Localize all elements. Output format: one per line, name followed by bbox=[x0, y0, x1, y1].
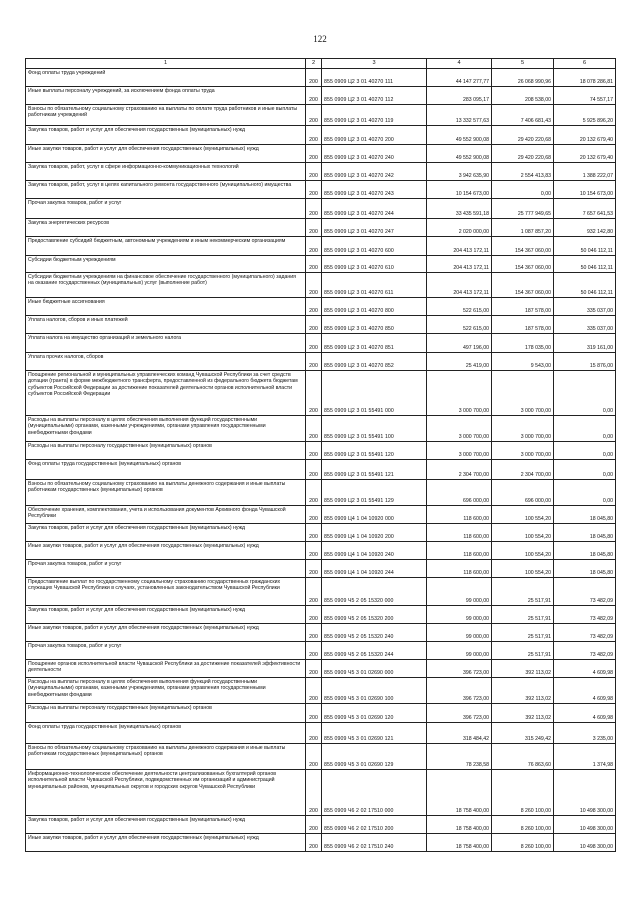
cell-executed: 26 068 990,96 bbox=[492, 69, 554, 87]
cell-name: Фонд оплаты труда учреждений bbox=[26, 69, 306, 87]
cell-code: 855 0909 Ц4 1 04 10920 000 bbox=[322, 506, 427, 524]
cell-executed: 2 554 413,83 bbox=[492, 163, 554, 181]
cell-approved: 118 600,00 bbox=[427, 542, 492, 560]
cell-executed: 100 554,20 bbox=[492, 560, 554, 578]
page-number: 122 bbox=[313, 34, 327, 44]
cell-approved: 33 435 591,18 bbox=[427, 199, 492, 219]
cell-approved: 118 600,00 bbox=[427, 506, 492, 524]
cell-executed: 178 035,00 bbox=[492, 334, 554, 353]
cell-name: Закупка товаров, работ и услуг для обеспечения государственных (муниципальных) нужд bbox=[26, 606, 306, 624]
table-row bbox=[26, 744, 616, 770]
cell-unexecuted: 73 482,09 bbox=[554, 606, 616, 624]
cell-code: 855 0909 Ц2 3 01 40270 112 bbox=[322, 87, 427, 105]
budget-table bbox=[25, 58, 616, 852]
cell-line: 200 bbox=[306, 87, 322, 105]
cell-line: 200 bbox=[306, 578, 322, 606]
cell-name: Расходы на выплаты персоналу в целях обеспечения выполнения функций государственными (муниципальными) органами, казенными учреждениями, органами управления государственными внебюджетными фондами bbox=[26, 678, 306, 704]
cell-code: 855 0909 Ч5 3 01 02690 000 bbox=[322, 660, 427, 678]
cell-unexecuted: 0,00 bbox=[554, 480, 616, 506]
cell-line: 200 bbox=[306, 316, 322, 334]
cell-code: 855 0909 Ц4 1 04 10920 240 bbox=[322, 542, 427, 560]
cell-line: 200 bbox=[306, 442, 322, 460]
cell-executed: 8 260 100,00 bbox=[492, 816, 554, 834]
cell-code: 855 0909 Ч5 2 05 15320 200 bbox=[322, 606, 427, 624]
cell-approved: 44 147 277,77 bbox=[427, 69, 492, 87]
cell-line: 200 bbox=[306, 480, 322, 506]
cell-code: 855 0909 Ч5 3 01 02690 100 bbox=[322, 678, 427, 704]
table-row bbox=[26, 181, 616, 199]
cell-code: 855 0909 Ц2 3 01 40270 600 bbox=[322, 237, 427, 256]
cell-approved: 99 000,00 bbox=[427, 624, 492, 642]
cell-approved: 99 000,00 bbox=[427, 578, 492, 606]
cell-code: 855 0909 Ц2 3 01 40270 242 bbox=[322, 163, 427, 181]
table-row bbox=[26, 199, 616, 219]
cell-unexecuted: 1 374,98 bbox=[554, 744, 616, 770]
table-row bbox=[26, 578, 616, 606]
cell-executed: 392 113,02 bbox=[492, 704, 554, 723]
cell-name: Иные закупки товаров, работ и услуг для обеспечения государственных (муниципальных) нужд bbox=[26, 834, 306, 852]
cell-executed: 100 554,20 bbox=[492, 524, 554, 542]
cell-unexecuted: 10 498 300,00 bbox=[554, 816, 616, 834]
cell-unexecuted: 15 876,00 bbox=[554, 353, 616, 371]
cell-unexecuted: 0,00 bbox=[554, 460, 616, 480]
cell-line: 200 bbox=[306, 660, 322, 678]
table-row bbox=[26, 256, 616, 273]
table-row bbox=[26, 542, 616, 560]
cell-unexecuted: 4 609,98 bbox=[554, 678, 616, 704]
table-row bbox=[26, 353, 616, 371]
cell-unexecuted: 50 046 112,11 bbox=[554, 237, 616, 256]
cell-line: 200 bbox=[306, 163, 322, 181]
cell-name: Поощрение органов исполнительной власти Чувашской Республики за достижение показателей эффективности деятельности bbox=[26, 660, 306, 678]
cell-line: 200 bbox=[306, 334, 322, 353]
cell-name: Закупка товаров, работ и услуг для обеспечения государственных (муниципальных) нужд bbox=[26, 816, 306, 834]
cell-approved: 396 723,00 bbox=[427, 704, 492, 723]
cell-executed: 3 000 700,00 bbox=[492, 442, 554, 460]
cell-executed: 187 578,00 bbox=[492, 298, 554, 316]
cell-unexecuted: 18 078 286,81 bbox=[554, 69, 616, 87]
cell-line: 200 bbox=[306, 460, 322, 480]
cell-unexecuted: 74 557,17 bbox=[554, 87, 616, 105]
cell-executed: 25 517,91 bbox=[492, 606, 554, 624]
cell-code: 855 0909 Ч5 2 05 15320 240 bbox=[322, 624, 427, 642]
cell-line: 200 bbox=[306, 416, 322, 442]
cell-executed: 100 554,20 bbox=[492, 542, 554, 560]
cell-code: 855 0909 Ц4 1 04 10920 244 bbox=[322, 560, 427, 578]
cell-name: Иные закупки товаров, работ и услуг для обеспечения государственных (муниципальных) нужд bbox=[26, 624, 306, 642]
cell-name: Субсидии бюджетным учреждениям на финансовое обеспечение государственного (муниципального) задания на оказание государственных (муниципальных) услуг (выполнение работ) bbox=[26, 273, 306, 298]
cell-code: 855 0909 Ц2 3 01 40270 244 bbox=[322, 199, 427, 219]
header-row bbox=[26, 59, 616, 69]
header-col-5: 5 bbox=[492, 59, 554, 69]
table-row bbox=[26, 416, 616, 442]
cell-line: 200 bbox=[306, 298, 322, 316]
cell-line: 200 bbox=[306, 744, 322, 770]
cell-executed: 3 000 700,00 bbox=[492, 416, 554, 442]
cell-name: Иные закупки товаров, работ и услуг для обеспечения государственных (муниципальных) нужд bbox=[26, 145, 306, 163]
cell-executed: 0,00 bbox=[492, 181, 554, 199]
table-row bbox=[26, 298, 616, 316]
cell-name: Предоставление выплат по государственному социальному страхованию государственных гражданских служащих Чувашской Республики в случаях, установленных законодательством Чувашской Республики bbox=[26, 578, 306, 606]
cell-line: 200 bbox=[306, 219, 322, 237]
table-row bbox=[26, 704, 616, 723]
cell-code: 855 0909 Ц2 3 01 40270 611 bbox=[322, 273, 427, 298]
cell-code: 855 0909 Ц2 3 01 40270 243 bbox=[322, 181, 427, 199]
cell-unexecuted: 335 037,00 bbox=[554, 316, 616, 334]
cell-executed: 8 260 100,00 bbox=[492, 834, 554, 852]
cell-executed: 7 406 681,43 bbox=[492, 105, 554, 126]
cell-approved: 10 154 673,00 bbox=[427, 181, 492, 199]
cell-unexecuted: 335 037,00 bbox=[554, 298, 616, 316]
cell-line: 200 bbox=[306, 273, 322, 298]
cell-unexecuted: 0,00 bbox=[554, 416, 616, 442]
cell-line: 200 bbox=[306, 237, 322, 256]
cell-line: 200 bbox=[306, 723, 322, 744]
cell-approved: 522 615,00 bbox=[427, 298, 492, 316]
cell-approved: 204 413 172,11 bbox=[427, 256, 492, 273]
cell-name: Уплата прочих налогов, сборов bbox=[26, 353, 306, 371]
cell-executed: 154 367 060,00 bbox=[492, 256, 554, 273]
cell-unexecuted: 50 046 112,11 bbox=[554, 273, 616, 298]
table-row bbox=[26, 316, 616, 334]
table-row bbox=[26, 219, 616, 237]
cell-unexecuted: 50 046 112,11 bbox=[554, 256, 616, 273]
cell-approved: 3 000 700,00 bbox=[427, 442, 492, 460]
cell-unexecuted: 5 925 896,20 bbox=[554, 105, 616, 126]
cell-unexecuted: 3 235,00 bbox=[554, 723, 616, 744]
cell-executed: 187 578,00 bbox=[492, 316, 554, 334]
table-row bbox=[26, 506, 616, 524]
table-row bbox=[26, 624, 616, 642]
cell-name: Расходы на выплаты персоналу государственных (муниципальных) органов bbox=[26, 442, 306, 460]
cell-executed: 392 113,02 bbox=[492, 678, 554, 704]
cell-line: 200 bbox=[306, 105, 322, 126]
cell-unexecuted: 73 482,09 bbox=[554, 624, 616, 642]
cell-unexecuted: 18 045,80 bbox=[554, 506, 616, 524]
cell-executed: 25 517,91 bbox=[492, 624, 554, 642]
cell-unexecuted: 10 498 300,00 bbox=[554, 770, 616, 816]
cell-unexecuted: 10 498 300,00 bbox=[554, 834, 616, 852]
cell-unexecuted: 1 388 222,07 bbox=[554, 163, 616, 181]
cell-code: 855 0909 Ч6 2 02 17510 200 bbox=[322, 816, 427, 834]
table-row bbox=[26, 606, 616, 624]
cell-line: 200 bbox=[306, 642, 322, 660]
cell-code: 855 0909 Ц2 3 01 40270 119 bbox=[322, 105, 427, 126]
cell-code: 855 0909 Ц2 3 01 40270 610 bbox=[322, 256, 427, 273]
cell-approved: 497 196,00 bbox=[427, 334, 492, 353]
table-row bbox=[26, 69, 616, 87]
cell-executed: 8 260 100,00 bbox=[492, 770, 554, 816]
table-row bbox=[26, 371, 616, 416]
cell-line: 200 bbox=[306, 606, 322, 624]
cell-unexecuted: 73 482,09 bbox=[554, 642, 616, 660]
cell-unexecuted: 73 482,09 bbox=[554, 578, 616, 606]
cell-code: 855 0909 Ц2 3 01 40270 852 bbox=[322, 353, 427, 371]
cell-executed: 1 087 857,20 bbox=[492, 219, 554, 237]
header-col-3: 3 bbox=[322, 59, 427, 69]
table-row bbox=[26, 442, 616, 460]
cell-line: 200 bbox=[306, 145, 322, 163]
cell-line: 200 bbox=[306, 353, 322, 371]
table-row bbox=[26, 334, 616, 353]
cell-unexecuted: 4 609,98 bbox=[554, 704, 616, 723]
cell-executed: 29 420 220,68 bbox=[492, 126, 554, 145]
table-row bbox=[26, 816, 616, 834]
cell-name: Обеспечение хранения, комплектования, учета и использования документов Архивного фонда Чувашской Республики bbox=[26, 506, 306, 524]
cell-unexecuted: 0,00 bbox=[554, 442, 616, 460]
cell-unexecuted: 932 142,80 bbox=[554, 219, 616, 237]
cell-name: Уплата налога на имущество организаций и земельного налога bbox=[26, 334, 306, 353]
cell-executed: 76 863,60 bbox=[492, 744, 554, 770]
cell-code: 855 0909 Ц2 3 01 55491 129 bbox=[322, 480, 427, 506]
cell-approved: 522 615,00 bbox=[427, 316, 492, 334]
cell-code: 855 0909 Ч5 2 05 15320 244 bbox=[322, 642, 427, 660]
cell-executed: 696 000,00 bbox=[492, 480, 554, 506]
cell-name: Взносы по обязательному социальному страхованию на выплаты денежного содержания и иные выплаты работникам государственных (муниципальных) органов bbox=[26, 480, 306, 506]
table-row bbox=[26, 460, 616, 480]
cell-code: 855 0909 Ч5 3 01 02690 121 bbox=[322, 723, 427, 744]
cell-approved: 18 758 400,00 bbox=[427, 816, 492, 834]
cell-approved: 18 758 400,00 bbox=[427, 770, 492, 816]
cell-line: 200 bbox=[306, 506, 322, 524]
cell-unexecuted: 7 657 641,53 bbox=[554, 199, 616, 219]
cell-unexecuted: 20 132 679,40 bbox=[554, 126, 616, 145]
cell-line: 200 bbox=[306, 69, 322, 87]
cell-approved: 3 942 635,90 bbox=[427, 163, 492, 181]
cell-line: 200 bbox=[306, 199, 322, 219]
cell-code: 855 0909 Ц2 3 01 40270 247 bbox=[322, 219, 427, 237]
table-row bbox=[26, 560, 616, 578]
cell-code: 855 0909 Ц2 3 01 40270 850 bbox=[322, 316, 427, 334]
cell-name: Предоставление субсидий бюджетным, автономным учреждениям и иным некоммерческим организациям bbox=[26, 237, 306, 256]
cell-name: Иные выплаты персоналу учреждений, за исключением фонда оплаты труда bbox=[26, 87, 306, 105]
cell-approved: 99 000,00 bbox=[427, 606, 492, 624]
cell-approved: 204 413 172,11 bbox=[427, 237, 492, 256]
table-row bbox=[26, 480, 616, 506]
cell-name: Уплата налогов, сборов и иных платежей bbox=[26, 316, 306, 334]
cell-line: 200 bbox=[306, 678, 322, 704]
cell-line: 200 bbox=[306, 770, 322, 816]
cell-line: 200 bbox=[306, 524, 322, 542]
cell-approved: 118 600,00 bbox=[427, 524, 492, 542]
cell-unexecuted: 10 154 673,00 bbox=[554, 181, 616, 199]
cell-executed: 208 538,00 bbox=[492, 87, 554, 105]
cell-code: 855 0909 Ц4 1 04 10920 200 bbox=[322, 524, 427, 542]
cell-approved: 118 600,00 bbox=[427, 560, 492, 578]
table-row bbox=[26, 237, 616, 256]
cell-executed: 29 420 220,68 bbox=[492, 145, 554, 163]
table-row bbox=[26, 163, 616, 181]
table-row bbox=[26, 524, 616, 542]
header-col-6: 6 bbox=[554, 59, 616, 69]
table-row bbox=[26, 87, 616, 105]
cell-executed: 25 777 949,65 bbox=[492, 199, 554, 219]
cell-name: Расходы на выплаты персоналу государственных (муниципальных) органов bbox=[26, 704, 306, 723]
cell-name: Закупка энергетических ресурсов bbox=[26, 219, 306, 237]
cell-executed: 100 554,20 bbox=[492, 506, 554, 524]
cell-name: Закупка товаров, работ и услуг для обеспечения государственных (муниципальных) нужд bbox=[26, 126, 306, 145]
cell-line: 200 bbox=[306, 560, 322, 578]
cell-name: Прочая закупка товаров, работ и услуг bbox=[26, 199, 306, 219]
cell-code: 855 0909 Ц2 3 01 40270 851 bbox=[322, 334, 427, 353]
cell-name: Информационно-технологическое обеспечение деятельности централизованных бухгалтерий органов исполнительной власти Чувашской Республики, подведомственных им организаций и администраций муниципальных районов, муниципальных округов и городских округов Чувашской Республики bbox=[26, 770, 306, 816]
cell-approved: 2 304 700,00 bbox=[427, 460, 492, 480]
table-row bbox=[26, 105, 616, 126]
cell-code: 855 0909 Ц2 3 01 55491 120 bbox=[322, 442, 427, 460]
cell-approved: 396 723,00 bbox=[427, 660, 492, 678]
cell-approved: 78 238,58 bbox=[427, 744, 492, 770]
cell-line: 200 bbox=[306, 256, 322, 273]
cell-executed: 3 000 700,00 bbox=[492, 371, 554, 416]
header-col-4: 4 bbox=[427, 59, 492, 69]
cell-code: 855 0909 Ц2 3 01 40270 240 bbox=[322, 145, 427, 163]
cell-unexecuted: 0,00 bbox=[554, 371, 616, 416]
table-row bbox=[26, 273, 616, 298]
cell-executed: 154 367 060,00 bbox=[492, 273, 554, 298]
cell-name: Взносы по обязательному социальному страхованию на выплаты по оплате труда работников и иные выплаты работникам учреждений bbox=[26, 105, 306, 126]
cell-approved: 3 000 700,00 bbox=[427, 371, 492, 416]
cell-approved: 18 758 400,00 bbox=[427, 834, 492, 852]
cell-unexecuted: 20 132 679,40 bbox=[554, 145, 616, 163]
cell-approved: 49 552 900,08 bbox=[427, 145, 492, 163]
table-row bbox=[26, 660, 616, 678]
cell-code: 855 0909 Ц2 3 01 55491 121 bbox=[322, 460, 427, 480]
cell-name: Взносы по обязательному социальному страхованию на выплаты денежного содержания и иные выплаты работникам государственных (муниципальных) органов bbox=[26, 744, 306, 770]
cell-name: Закупка товаров, работ, услуг в сфере информационно-коммуникационных технологий bbox=[26, 163, 306, 181]
cell-code: 855 0909 Ц2 3 01 55491 000 bbox=[322, 371, 427, 416]
cell-name: Иные закупки товаров, работ и услуг для обеспечения государственных (муниципальных) нужд bbox=[26, 542, 306, 560]
cell-code: 855 0909 Ц2 3 01 55491 100 bbox=[322, 416, 427, 442]
cell-line: 200 bbox=[306, 704, 322, 723]
cell-line: 200 bbox=[306, 371, 322, 416]
cell-approved: 99 000,00 bbox=[427, 642, 492, 660]
table-row bbox=[26, 678, 616, 704]
cell-executed: 9 543,00 bbox=[492, 353, 554, 371]
cell-unexecuted: 18 045,80 bbox=[554, 542, 616, 560]
cell-line: 200 bbox=[306, 126, 322, 145]
cell-executed: 2 304 700,00 bbox=[492, 460, 554, 480]
cell-name: Иные бюджетные ассигнования bbox=[26, 298, 306, 316]
table-row bbox=[26, 723, 616, 744]
cell-executed: 315 249,42 bbox=[492, 723, 554, 744]
cell-code: 855 0909 Ц2 3 01 40270 200 bbox=[322, 126, 427, 145]
cell-executed: 392 113,02 bbox=[492, 660, 554, 678]
cell-line: 200 bbox=[306, 181, 322, 199]
cell-executed: 25 517,91 bbox=[492, 642, 554, 660]
cell-code: 855 0909 Ч5 3 01 02690 129 bbox=[322, 744, 427, 770]
cell-name: Субсидии бюджетным учреждениям bbox=[26, 256, 306, 273]
cell-approved: 396 723,00 bbox=[427, 678, 492, 704]
cell-approved: 696 000,00 bbox=[427, 480, 492, 506]
cell-name: Поощрение региональной и муниципальных управленческих команд Чувашской Республики за счет средств дотации (гранта) в форме межбюджетного трансферта, предоставленной из федерального бюджета бюджетам субъектов Российской Федерации за достижение показателей деятельности органов исполнительной власти субъектов Российской Федерации bbox=[26, 371, 306, 416]
cell-approved: 25 419,00 bbox=[427, 353, 492, 371]
cell-name: Прочая закупка товаров, работ и услуг bbox=[26, 560, 306, 578]
table-row bbox=[26, 145, 616, 163]
cell-line: 200 bbox=[306, 624, 322, 642]
cell-code: 855 0909 Ч6 2 02 17510 000 bbox=[322, 770, 427, 816]
cell-approved: 3 000 700,00 bbox=[427, 416, 492, 442]
table-row bbox=[26, 834, 616, 852]
cell-unexecuted: 18 045,80 bbox=[554, 560, 616, 578]
cell-approved: 283 095,17 bbox=[427, 87, 492, 105]
header-col-2: 2 bbox=[306, 59, 322, 69]
cell-unexecuted: 18 045,80 bbox=[554, 524, 616, 542]
cell-unexecuted: 4 609,98 bbox=[554, 660, 616, 678]
cell-approved: 13 332 577,63 bbox=[427, 105, 492, 126]
cell-executed: 25 517,91 bbox=[492, 578, 554, 606]
cell-code: 855 0909 Ц2 3 01 40270 111 bbox=[322, 69, 427, 87]
cell-name: Фонд оплаты труда государственных (муниципальных) органов bbox=[26, 460, 306, 480]
cell-code: 855 0909 Ч6 2 02 17510 240 bbox=[322, 834, 427, 852]
cell-approved: 318 484,42 bbox=[427, 723, 492, 744]
cell-approved: 204 413 172,11 bbox=[427, 273, 492, 298]
cell-name: Прочая закупка товаров, работ и услуг bbox=[26, 642, 306, 660]
cell-line: 200 bbox=[306, 816, 322, 834]
cell-line: 200 bbox=[306, 834, 322, 852]
table-row bbox=[26, 770, 616, 816]
cell-approved: 49 552 900,08 bbox=[427, 126, 492, 145]
cell-code: 855 0909 Ч5 3 01 02690 120 bbox=[322, 704, 427, 723]
cell-name: Фонд оплаты труда государственных (муниципальных) органов bbox=[26, 723, 306, 744]
table-row bbox=[26, 642, 616, 660]
cell-name: Расходы на выплаты персоналу в целях обеспечения выполнения функций государственными (муниципальными) органами, казенными учреждениями, органами управления государственными внебюджетными фондами bbox=[26, 416, 306, 442]
cell-unexecuted: 319 161,00 bbox=[554, 334, 616, 353]
cell-line: 200 bbox=[306, 542, 322, 560]
cell-name: Закупка товаров, работ и услуг для обеспечения государственных (муниципальных) нужд bbox=[26, 524, 306, 542]
cell-approved: 2 020 000,00 bbox=[427, 219, 492, 237]
header-col-1: 1 bbox=[26, 59, 306, 69]
cell-name: Закупка товаров, работ, услуг в целях капитального ремонта государственного (муниципального) имущества bbox=[26, 181, 306, 199]
cell-code: 855 0909 Ч5 2 05 15320 000 bbox=[322, 578, 427, 606]
cell-executed: 154 367 060,00 bbox=[492, 237, 554, 256]
cell-code: 855 0909 Ц2 3 01 40270 800 bbox=[322, 298, 427, 316]
table-row bbox=[26, 126, 616, 145]
